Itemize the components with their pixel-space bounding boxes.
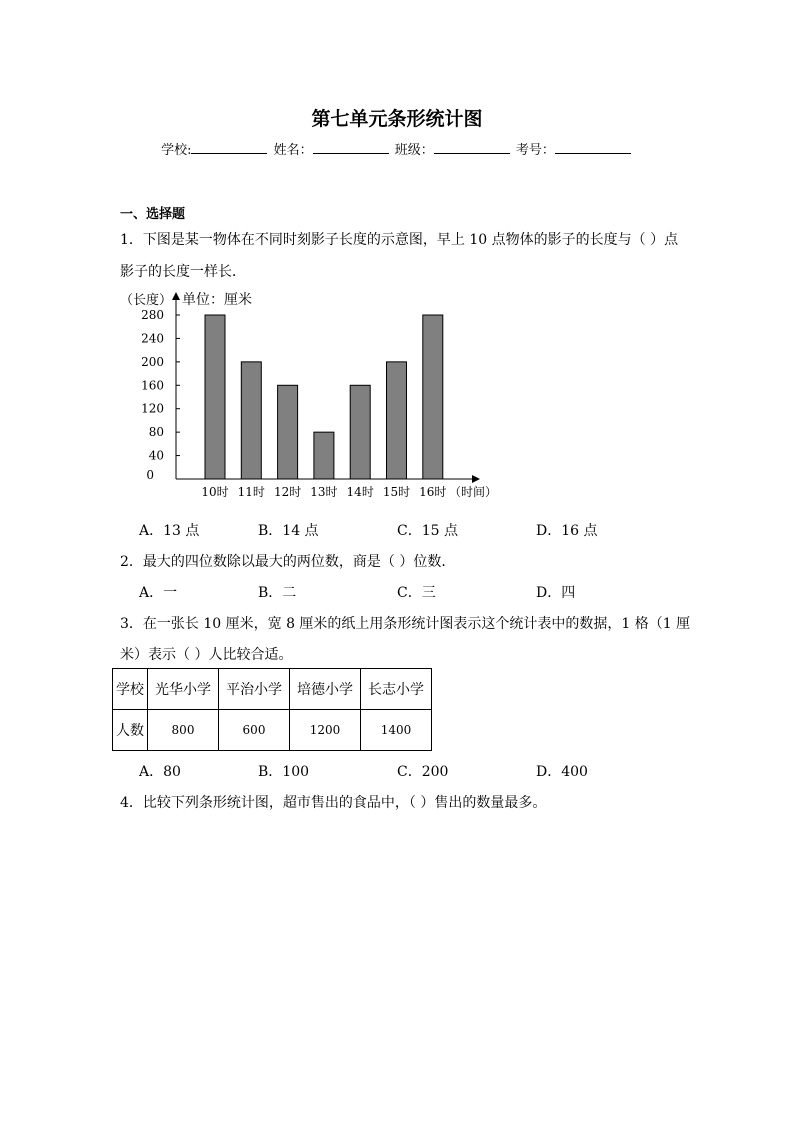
bar xyxy=(423,315,443,479)
x-tick-label: 15时 xyxy=(382,485,411,499)
page-title: 第七单元条形统计图 xyxy=(311,108,483,130)
x-tick-label: 16时 xyxy=(419,485,447,499)
bar xyxy=(241,362,261,479)
bar-group xyxy=(205,315,443,479)
x-axis-label: （时间） xyxy=(449,485,498,499)
q4-text: 4．比较下列条形统计图，超市售出的食品中，（ ）售出的数量最多。 xyxy=(120,795,547,811)
q1-option-d[interactable]: D．16 点 xyxy=(536,523,598,539)
bar xyxy=(314,432,334,479)
table-cell: 学校 xyxy=(113,669,148,710)
q1-text-line2: 影子的长度一样长． xyxy=(120,264,246,280)
q2-text: 2．最大的四位数除以最大的两位数，商是（ ）位数． xyxy=(120,554,456,570)
q2-option-b[interactable]: B．二 xyxy=(258,585,297,601)
y-tick-label: 80 xyxy=(148,425,164,440)
x-tick-label: 14时 xyxy=(346,485,374,499)
table-row xyxy=(113,710,432,751)
table-cell: 长志小学 xyxy=(361,669,432,710)
x-tick-label: 11时 xyxy=(237,485,265,499)
q1-text-line1: 1．下图是某一物体在不同时刻影子长度的示意图，早上 10 点物体的影子的长度与（ ）点 xyxy=(120,232,679,248)
q2-option-a[interactable]: A．一 xyxy=(139,585,178,601)
bar xyxy=(350,385,370,479)
school-count-table xyxy=(112,668,432,751)
bar xyxy=(205,315,225,479)
y-tick-label: 280 xyxy=(141,308,164,322)
school-blank[interactable] xyxy=(191,141,267,154)
table-cell: 600 xyxy=(219,710,290,751)
exam-no-label: 考号： xyxy=(515,143,555,158)
exam-no-blank[interactable] xyxy=(555,141,631,154)
q3-option-d[interactable]: D．400 xyxy=(536,764,588,780)
bar xyxy=(278,385,298,479)
x-tick-label: 10时 xyxy=(201,485,229,499)
q3-option-c[interactable]: C．200 xyxy=(397,764,449,780)
q1-option-c[interactable]: C．15 点 xyxy=(397,523,458,539)
shadow-length-bar-chart xyxy=(112,288,502,503)
q3-text-line1: 3．在一张长 10 厘米，宽 8 厘米的纸上用条形统计图表示这个统计表中的数据，1 格（1 厘 xyxy=(120,616,691,632)
x-label-group xyxy=(201,484,446,499)
x-tick-label: 12时 xyxy=(273,485,302,499)
table-cell: 平治小学 xyxy=(219,669,290,710)
y-tick-label: 240 xyxy=(141,331,164,346)
table-cell: 人数 xyxy=(113,710,148,751)
q2-option-c[interactable]: C．三 xyxy=(397,585,436,601)
y-tick-label: 200 xyxy=(141,354,164,369)
class-blank[interactable] xyxy=(434,141,510,154)
table-cell: 1200 xyxy=(290,710,361,751)
y-tick-label: 120 xyxy=(141,401,164,416)
y-tick-label: 0 xyxy=(146,468,154,482)
q3-text-line2: 米）表示（ ）人比较合适。 xyxy=(120,647,293,663)
unit-label: 单位：厘米 xyxy=(182,292,252,308)
table-cell: 1400 xyxy=(361,710,432,751)
name-label: 姓名： xyxy=(273,143,313,158)
table-cell: 800 xyxy=(148,710,219,751)
student-info-line xyxy=(0,139,794,158)
table-header-row xyxy=(113,669,432,710)
y-tick-label: 160 xyxy=(141,378,164,393)
q3-option-b[interactable]: B．100 xyxy=(258,764,310,780)
section-heading: 一、选择题 xyxy=(120,207,186,222)
q2-option-d[interactable]: D．四 xyxy=(536,585,576,601)
q1-option-b[interactable]: B．14 点 xyxy=(258,523,319,539)
y-tick-label: 40 xyxy=(148,448,164,463)
class-label: 班级： xyxy=(394,143,434,158)
school-label: 学校: xyxy=(161,143,192,158)
y-axis-label: （长度） xyxy=(120,293,173,308)
table-cell: 光华小学 xyxy=(148,669,219,710)
name-blank[interactable] xyxy=(313,141,389,154)
table-cell: 培德小学 xyxy=(290,669,361,710)
x-tick-label: 13时 xyxy=(310,485,338,499)
y-tick-group xyxy=(141,308,180,482)
bar xyxy=(387,362,407,479)
q1-option-a[interactable]: A．13 点 xyxy=(139,523,200,539)
q3-option-a[interactable]: A．80 xyxy=(139,764,181,780)
